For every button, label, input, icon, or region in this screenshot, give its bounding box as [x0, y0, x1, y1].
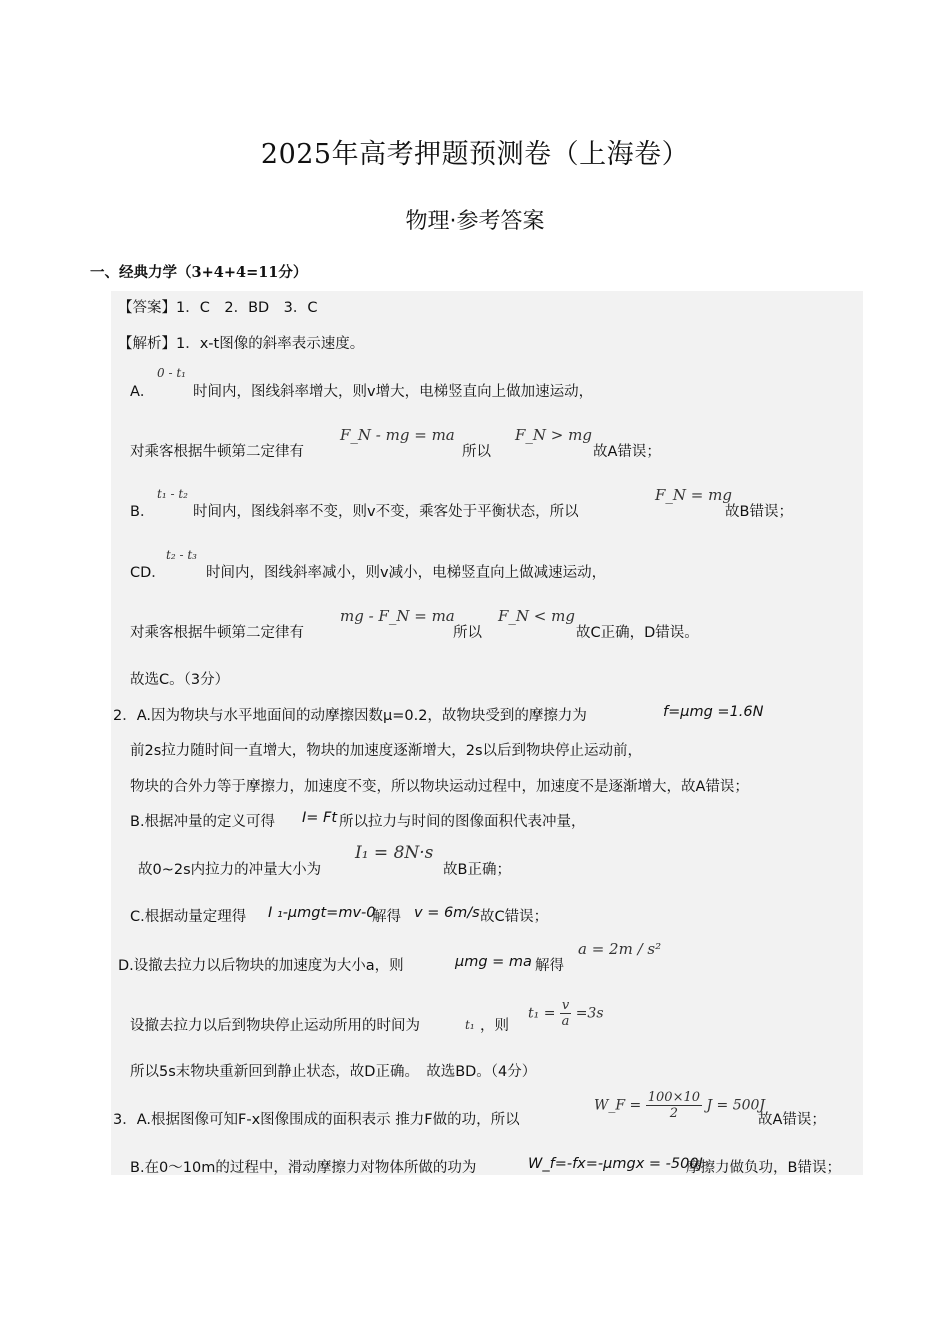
q1-a-text: 时间内，图线斜率增大，则v增大，电梯竖直向上做加速运动， [193, 384, 594, 400]
q1-cd-interval: t₂ - t₃ [166, 548, 197, 562]
q1-a-inequality: F_N > mg [515, 426, 592, 444]
q2-d-time-var: t₁ [465, 1018, 475, 1032]
q1-cd-equation: mg - F_N = ma [340, 607, 455, 625]
q2-c-rest: 故C错误； [480, 909, 549, 925]
q2-c-mid: 解得 [372, 909, 401, 925]
q3-b-rest: 摩擦力做负功，B错误； [686, 1160, 841, 1176]
q2-d-acceleration: a = 2m / s² [578, 940, 662, 958]
q1-a-so: 所以 [462, 444, 491, 460]
q1-cd-text: 时间内，图线斜率减小，则v减小，电梯竖直向上做减速运动， [206, 565, 607, 581]
answer-panel [111, 291, 863, 1175]
q2-c-result: v = 6m/s [414, 905, 480, 921]
q2-d-mid: 解得 [535, 958, 564, 974]
q2-d-line1: D.设撤去拉力以后物块的加速度为大小a，则 [118, 958, 404, 974]
analysis-line: 【解析】1．x-t图像的斜率表示速度。 [118, 336, 365, 352]
q1-a-prefix: A． [130, 384, 155, 400]
q1-a-line2-prefix: 对乘客根据牛顿第二定律有 [130, 444, 304, 460]
q1-final: 故选C。（3分） [130, 672, 230, 688]
q1-a-interval: 0 - t₁ [157, 366, 186, 380]
q2-b-equation: I= Ft [302, 810, 338, 826]
q1-a-equation: F_N - mg = ma [340, 426, 455, 444]
page-title: 2025年高考押题预测卷（上海卷） [260, 139, 690, 170]
q2-d-equation: μmg = ma [455, 954, 532, 970]
page-subtitle: 物理·参考答案 [405, 209, 545, 234]
q2-c-prefix: C.根据动量定理得 [130, 909, 247, 925]
fraction: $\frac{100\times 10}{2}$ [647, 1090, 700, 1121]
q2-d-line2: 设撤去拉力以后到物块停止运动所用的时间为 [130, 1018, 420, 1034]
q2-d-time-equation: t₁ = $\frac{v}{a}$ =3s [528, 998, 604, 1029]
q2-d-line3: 所以5s末物块重新回到静止状态，故D正确。 故选BD。（4分） [130, 1064, 537, 1080]
q2-b-line1: B.根据冲量的定义可得 [130, 814, 276, 830]
q1-cd-line2-prefix: 对乘客根据牛顿第二定律有 [130, 625, 304, 641]
q1-cd-prefix: CD． [130, 565, 166, 581]
q2-b-line2: 故0~2s内拉力的冲量大小为 [138, 862, 322, 878]
q3-a-work-equation: W_F = $\frac{100\times 10}{2}$ J = 500J [594, 1090, 766, 1121]
q1-b-equation: F_N = mg [655, 486, 732, 504]
q1-b-prefix: B． [130, 504, 155, 520]
q2-a-line1: 2．A.因为物块与水平地面间的动摩擦因数μ=0.2，故物块受到的摩擦力为 [113, 708, 587, 724]
q2-a-line2: 前2s拉力随时间一直增大，物块的加速度逐渐增大，2s以后到物块停止运动前， [130, 743, 643, 759]
q2-c-equation: I ₁-μmgt=mv-0 [268, 905, 376, 921]
q2-b-line2-rest: 故B正确； [443, 862, 511, 878]
q3-a-prefix: 3．A.根据图像可知F-x图像围成的面积表示 推力F做的功，所以 [113, 1112, 520, 1128]
q3-b-prefix: B.在0～10m的过程中，滑动摩擦力对物体所做的功为 [130, 1160, 477, 1176]
q1-b-text: 时间内，图线斜率不变，则v不变，乘客处于平衡状态，所以 [193, 504, 579, 520]
q3-a-rest: 故A错误； [758, 1112, 826, 1128]
q1-b-conclusion: 故B错误； [725, 504, 793, 520]
q2-d-line2-mid: ，则 [480, 1018, 509, 1034]
q1-cd-so: 所以 [453, 625, 482, 641]
section-heading: 一、经典力学（3+4+4=11分） [90, 264, 308, 281]
q1-a-conclusion: 故A错误； [593, 444, 661, 460]
q1-cd-inequality: F_N < mg [498, 607, 575, 625]
q1-cd-conclusion: 故C正确，D错误。 [576, 625, 699, 641]
q2-a-equation: f=μmg =1.6N [663, 704, 764, 720]
answer-line: 【答案】1．C 2．BD 3．C [118, 300, 318, 316]
q3-b-equation: W_f=-fx=-μmgx = -500J [528, 1156, 703, 1172]
q2-b-line1-rest: 所以拉力与时间的图像面积代表冲量， [339, 814, 586, 830]
q2-b-impulse-equation: I₁ = 8N·s [355, 843, 434, 863]
q2-a-line3: 物块的合外力等于摩擦力，加速度不变，所以物块运动过程中，加速度不是逐渐增大，故A错误； [130, 779, 749, 795]
fraction: $\frac{v}{a}$ [561, 998, 570, 1029]
q1-b-interval: t₁ - t₂ [157, 487, 188, 501]
